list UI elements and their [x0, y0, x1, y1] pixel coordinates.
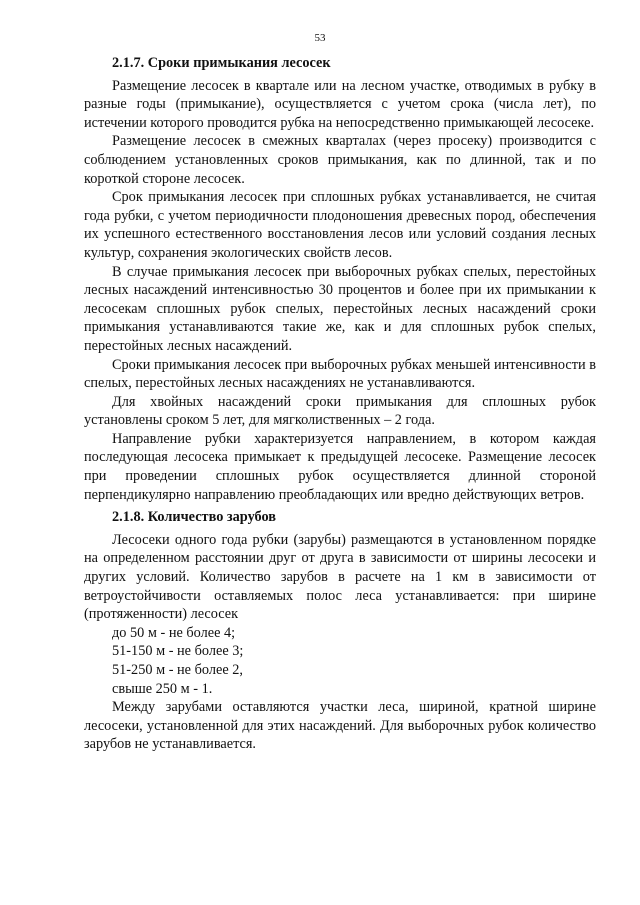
paragraph: Между зарубами оставляются участки леса, шириной, кратной ширине лесосеки, установленной для этих насаждений. Для выборочных рубок количество зарубов не устанавливается. — [84, 699, 596, 753]
paragraph: Лесосеки одного года рубки (зарубы) размещаются в установленном порядке на определенном расстоянии друг от друга в зависимости от ширины лесосеки и других условий. Количество зарубов в расчете на 1 км в зависимости от ветроустойчивости оставляемых полос леса устанавливается: при ширине (протяженности) лесосек — [84, 531, 596, 623]
list-item: 51-150 м - не более 3; — [112, 643, 244, 660]
paragraph: Сроки примыкания лесосек при выборочных рубках меньшей интенсивности в спелых, перестойных лесных насаждениях не устанавливаются. — [84, 356, 596, 392]
paragraph: В случае примыкания лесосек при выборочных рубках спелых, перестойных лесных насаждений интенсивностью 30 процентов и более при их примыкании к лесосекам сплошных рубок спелых, перестойных лесных насаждений сроки примыкания устанавливаются такие же, как и для сплошных рубок спелых, перестойных лесных насаждений. — [84, 263, 596, 354]
list-item: свыше 250 м - 1. — [112, 680, 213, 697]
section-heading-cut-count: 2.1.8. Количество зарубов — [112, 509, 277, 526]
paragraph: Срок примыкания лесосек при сплошных рубках устанавливается, не считая года рубки, с учетом периодичности плодоношения древесных пород, обеспечения их успешного естественного восстановления лесов или условий создания лесных культур, сохранения экологических свойств лесов. — [84, 189, 596, 261]
paragraph: Для хвойных насаждений сроки примыкания для сплошных рубок установлены сроком 5 лет, для мягколиственных – 2 года. — [84, 393, 596, 429]
paragraph: Направление рубки характеризуется направлением, в котором каждая последующая лесосека примыкает к предыдущей лесосеке. Размещение лесосек при проведении сплошных рубок осуществляется длинной стороной перпендикулярно направлению преобладающих или вредно действующих ветров. — [84, 430, 596, 503]
section-heading-adjacency-terms: 2.1.7. Сроки примыкания лесосек — [112, 55, 331, 71]
list-item: 51-250 м - не более 2, — [112, 662, 243, 678]
page-number: 53 — [314, 32, 326, 44]
page-content — [84, 54, 596, 754]
paragraph: Размещение лесосек в смежных кварталах (через просеку) производится с соблюдением установленных сроков примыкания, как по длинной, так и по короткой стороне лесосек. — [84, 133, 596, 187]
paragraph: Размещение лесосек в квартале или на лесном участке, отводимых в рубку в разные годы (примыкание), осуществляется с учетом срока (числа лет), по истечении которого проводится рубка на непосредственно примыкающей лесосеке. — [84, 77, 596, 131]
list-item: до 50 м - не более 4; — [112, 624, 236, 641]
